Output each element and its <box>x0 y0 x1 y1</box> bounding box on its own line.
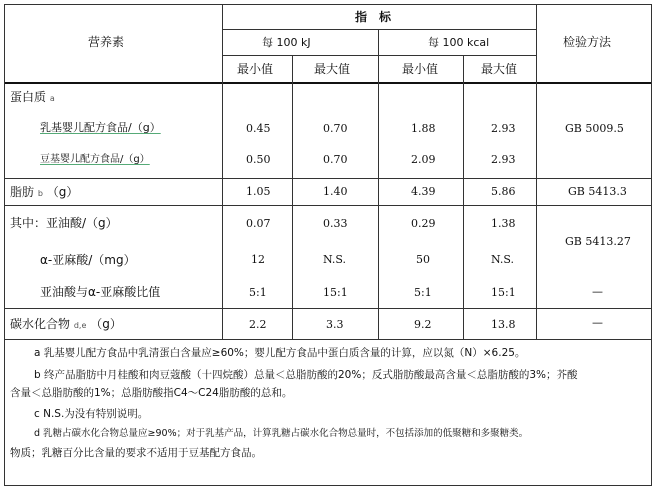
ratio-kcal-min: 5:1 <box>414 286 432 299</box>
rule-after-carb <box>5 339 651 340</box>
carb-kcal-max: 13.8 <box>491 318 516 331</box>
rule-header-bottom <box>5 82 651 84</box>
ala-kcal-min: 50 <box>416 253 430 266</box>
footnote-b-line2: 含量＜总脂肪酸的1%；总脂肪酸指C4～C24脂肪酸的总和。 <box>10 387 293 399</box>
ala-label: α-亚麻酸/（mg） <box>40 253 136 267</box>
milk-kj-min: 0.45 <box>246 122 271 135</box>
la-method: GB 5413.27 <box>565 235 631 248</box>
milk-kj-max: 0.70 <box>323 122 348 135</box>
carb-label <box>10 317 122 333</box>
protein-sup: a <box>49 94 55 103</box>
soy-kcal-max: 2.93 <box>491 153 516 166</box>
rule-after-protein <box>5 178 651 179</box>
header-nutrient: 营养素 <box>88 35 125 49</box>
protein-label <box>10 90 55 106</box>
milk-kcal-min: 1.88 <box>411 122 436 135</box>
carb-sup: d,e <box>73 321 87 330</box>
footnote-a: a 乳基婴儿配方食品中乳清蛋白含量应≥60%；婴儿配方食品中蛋白质含量的计算，应以氮（N）×6.25。 <box>34 347 526 359</box>
la-kcal-max: 1.38 <box>491 217 516 230</box>
carb-unit: （g） <box>90 317 122 331</box>
soy-label: 豆基婴儿配方食品/（g） <box>40 154 150 165</box>
header-per-kcal: 每 100 kcal <box>428 36 490 49</box>
carb-kj-max: 3.3 <box>326 318 344 331</box>
footnote-c: c N.S.为没有特别说明。 <box>34 408 149 420</box>
rule-col-5 <box>536 5 537 339</box>
ratio-method: — <box>592 285 603 298</box>
milk-kcal-max: 2.93 <box>491 122 516 135</box>
header-per-kj: 每 100 kJ <box>262 36 311 49</box>
carb-kj-min: 2.2 <box>249 318 267 331</box>
rule-after-ratio <box>5 308 651 309</box>
fat-kcal-max: 5.86 <box>491 185 516 198</box>
rule-col-4 <box>463 55 464 339</box>
milk-method: GB 5009.5 <box>565 122 624 135</box>
protein-label-text: 蛋白质 <box>10 90 47 104</box>
carb-kcal-min: 9.2 <box>414 318 432 331</box>
header-kcal-max: 最大值 <box>481 62 518 76</box>
ala-kj-min: 12 <box>251 253 265 266</box>
rule-col-2 <box>292 55 293 339</box>
rule-col-1 <box>222 5 223 339</box>
header-kcal-min: 最小值 <box>402 62 439 76</box>
la-kcal-min: 0.29 <box>411 217 436 230</box>
ratio-kcal-max: 15:1 <box>491 286 516 299</box>
footnote-e: 物质；乳糖百分比含量的要求不适用于豆基配方食品。 <box>10 447 262 459</box>
fat-label-text: 脂肪 <box>10 185 35 199</box>
header-kj-max: 最大值 <box>314 62 351 76</box>
rule-header-mid <box>222 29 536 30</box>
ala-kj-max: N.S. <box>323 253 347 266</box>
carb-method: — <box>592 316 603 329</box>
carb-label-text: 碳水化合物 <box>10 317 71 331</box>
ratio-kj-max: 15:1 <box>323 286 348 299</box>
fat-kj-min: 1.05 <box>246 185 271 198</box>
la-label: 其中：亚油酸/（g） <box>10 216 118 230</box>
header-indicator: 指 标 <box>355 10 392 24</box>
ratio-label: 亚油酸与α-亚麻酸比值 <box>40 285 161 299</box>
fat-kj-max: 1.40 <box>323 185 348 198</box>
footnote-d: d 乳糖占碳水化合物总量应≥90%；对于乳基产品，计算乳糖占碳水化合物总量时，不包括添加的低聚糖和多聚糖类。 <box>34 428 529 439</box>
ratio-kj-min: 5:1 <box>249 286 267 299</box>
soy-kj-min: 0.50 <box>246 153 271 166</box>
fat-label <box>10 185 78 201</box>
footnote-b-line1: b 终产品脂肪中月桂酸和肉豆蔻酸（十四烷酸）总量＜总脂肪酸的20%；反式脂肪酸最高含量＜总脂肪酸的3%；芥酸 <box>34 369 578 381</box>
fat-unit: （g） <box>46 185 79 199</box>
fat-sup: b <box>37 189 43 198</box>
milk-label: 乳基婴儿配方食品/（g） <box>40 121 161 134</box>
la-kj-max: 0.33 <box>323 217 348 230</box>
rule-after-fat <box>5 205 651 206</box>
la-kj-min: 0.07 <box>246 217 271 230</box>
header-method: 检验方法 <box>563 35 612 49</box>
rule-header-sub <box>222 55 536 56</box>
ala-kcal-max: N.S. <box>491 253 515 266</box>
fat-method: GB 5413.3 <box>568 185 627 198</box>
fat-kcal-min: 4.39 <box>411 185 436 198</box>
rule-col-3 <box>378 29 379 339</box>
soy-kcal-min: 2.09 <box>411 153 436 166</box>
soy-kj-max: 0.70 <box>323 153 348 166</box>
header-kj-min: 最小值 <box>237 62 274 76</box>
